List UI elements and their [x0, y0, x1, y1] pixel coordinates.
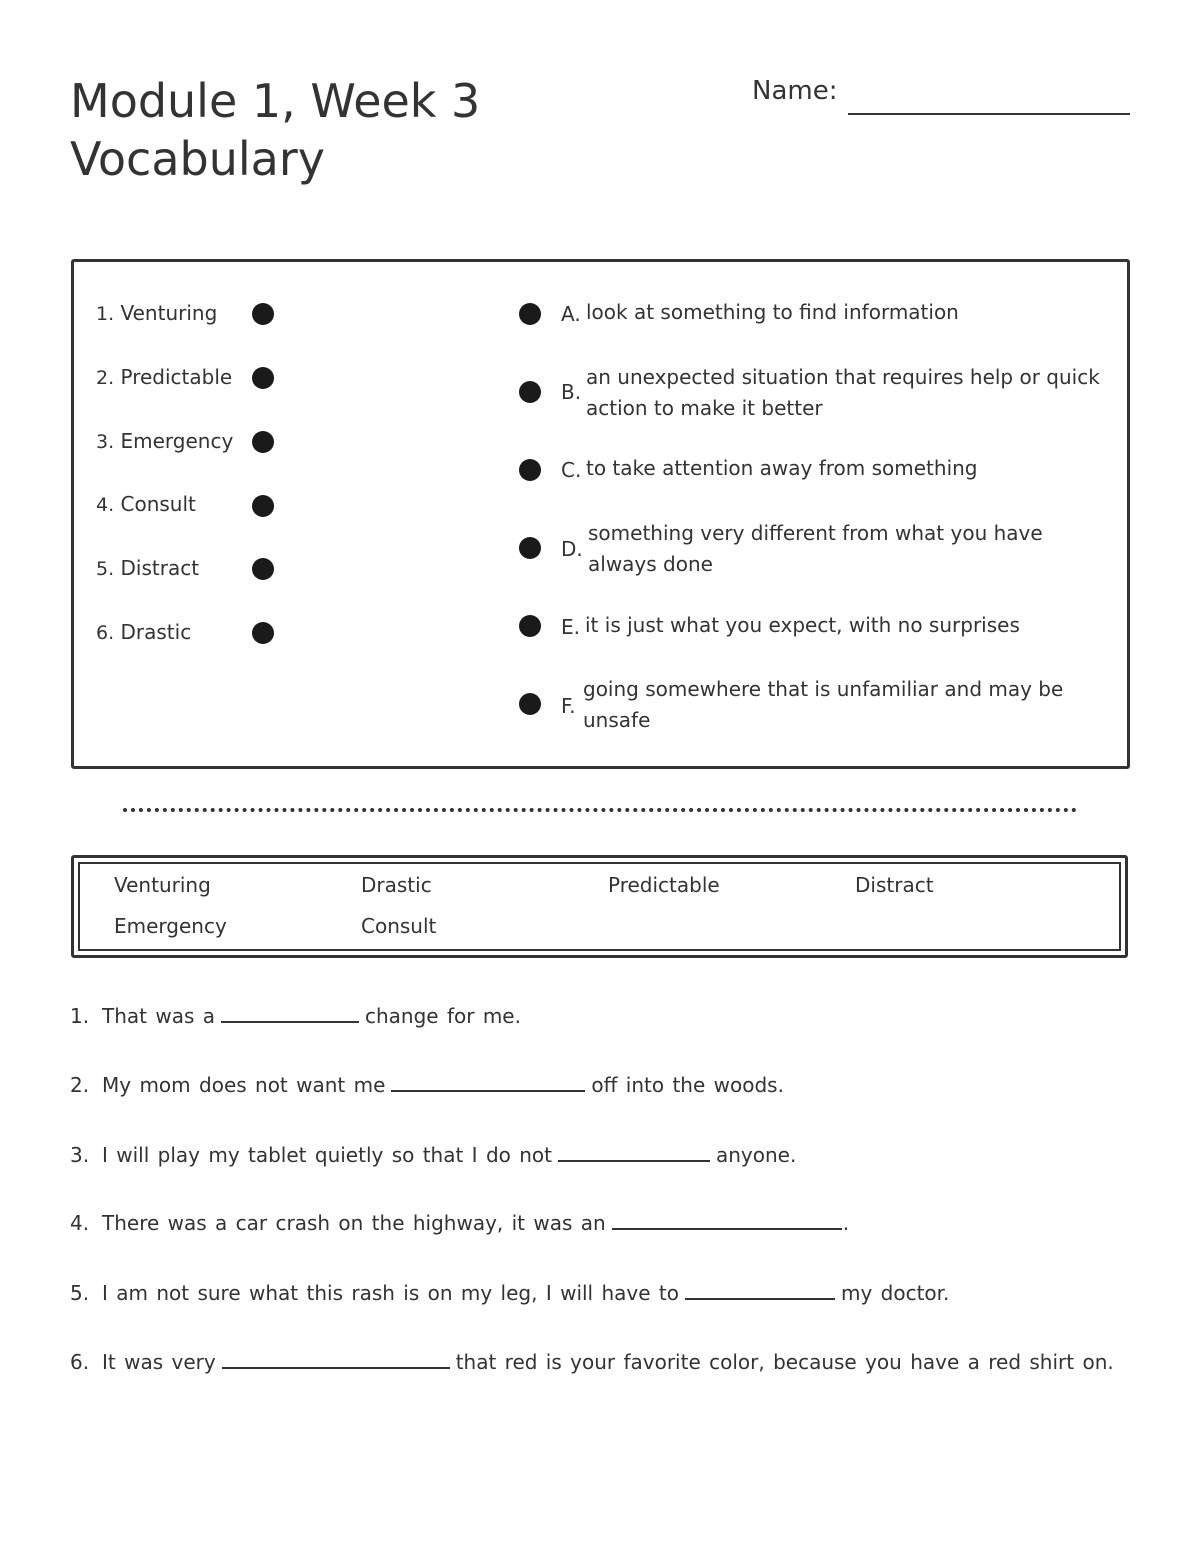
definition-letter-c: C.: [561, 458, 582, 482]
term-5: 5. Distract: [96, 556, 200, 580]
definition-dot-c[interactable]: [519, 459, 541, 481]
term-1: 1. Venturing: [96, 301, 218, 325]
term-dot-6[interactable]: [252, 622, 274, 644]
term-word: Emergency: [120, 429, 234, 453]
title-line-1: Module 1, Week 3: [70, 74, 481, 128]
term-dot-4[interactable]: [252, 495, 274, 517]
page-title: [70, 72, 670, 188]
term-dot-1[interactable]: [252, 303, 274, 325]
word-bank-item: Emergency: [114, 914, 227, 938]
definition-letter-f: F.: [561, 694, 576, 718]
term-word: Venturing: [120, 301, 218, 325]
term-2: 2. Predictable: [96, 365, 233, 389]
word-bank-item: Drastic: [361, 873, 432, 897]
title-line-2: Vocabulary: [70, 132, 325, 186]
sentence-5: 5. I am not sure what this rash is on my leg, I will have to my doctor.: [70, 1278, 949, 1305]
term-4: 4. Consult: [96, 492, 196, 516]
definition-letter-e: E.: [561, 615, 580, 639]
term-word: Distract: [120, 556, 200, 580]
sentence-1: 1. That was a change for me.: [70, 1001, 521, 1028]
answer-blank-4[interactable]: [612, 1208, 842, 1230]
definition-dot-b[interactable]: [519, 381, 541, 403]
sentence-6: 6. It was very that red is your favorite color, because you have a red shirt on.: [70, 1347, 1114, 1374]
definition-letter-d: D.: [561, 537, 583, 561]
name-field[interactable]: [848, 113, 1130, 115]
term-dot-3[interactable]: [252, 431, 274, 453]
word-bank-item: Consult: [361, 914, 437, 938]
definition-dot-a[interactable]: [519, 303, 541, 325]
answer-blank-2[interactable]: [391, 1070, 585, 1092]
word-bank-item: Distract: [855, 873, 934, 897]
term-6: 6. Drastic: [96, 620, 192, 644]
definition-text-a: look at something to find information: [586, 300, 959, 324]
word-bank-item: Predictable: [608, 873, 720, 897]
definition-dot-d[interactable]: [519, 537, 541, 559]
word-bank-item: Venturing: [114, 873, 211, 897]
sentence-4: 4. There was a car crash on the highway, it was an .: [70, 1208, 849, 1235]
definition-text-b: an unexpected situation that requires help or quick action to make it better: [586, 365, 1100, 420]
word-bank: [71, 855, 1128, 958]
sentence-3: 3. I will play my tablet quietly so that I do not anyone.: [70, 1140, 796, 1167]
term-dot-2[interactable]: [252, 367, 274, 389]
sentence-2: 2. My mom does not want me off into the woods.: [70, 1070, 784, 1097]
term-3: 3. Emergency: [96, 429, 234, 453]
term-dot-5[interactable]: [252, 558, 274, 580]
answer-blank-6[interactable]: [222, 1347, 450, 1369]
term-word: Predictable: [120, 365, 233, 389]
name-label: Name:: [752, 76, 838, 106]
definition-text-e: it is just what you expect, with no surprises: [585, 613, 1020, 637]
definition-letter-b: B.: [561, 380, 582, 404]
definition-letter-a: A.: [561, 302, 581, 326]
answer-blank-1[interactable]: [221, 1001, 359, 1023]
term-word: Consult: [120, 492, 196, 516]
definition-dot-e[interactable]: [519, 615, 541, 637]
section-divider: [123, 808, 1077, 812]
definition-text-c: to take attention away from something: [586, 456, 978, 480]
answer-blank-3[interactable]: [558, 1140, 710, 1162]
definition-dot-f[interactable]: [519, 693, 541, 715]
term-word: Drastic: [120, 620, 192, 644]
definition-text-f: going somewhere that is unfamiliar and may be unsafe: [583, 677, 1064, 732]
answer-blank-5[interactable]: [685, 1278, 835, 1300]
definition-text-d: something very different from what you have always done: [588, 521, 1043, 576]
